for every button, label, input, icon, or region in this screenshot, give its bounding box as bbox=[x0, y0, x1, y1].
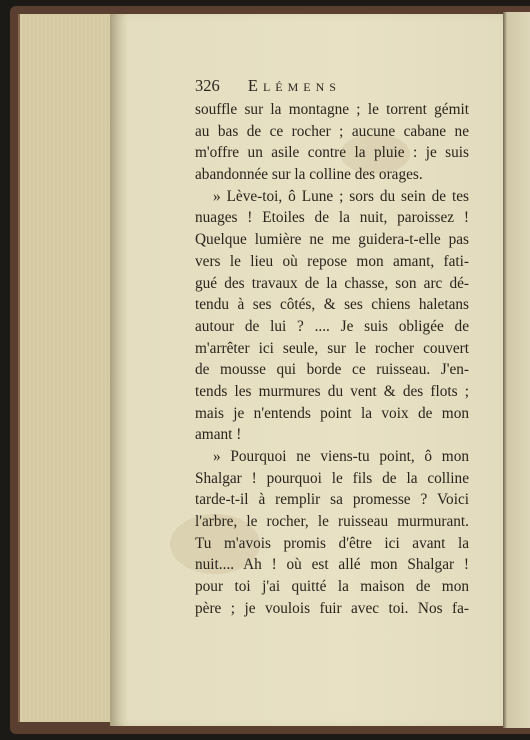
text-line: autour de lui ? .... Je suis obligée de bbox=[195, 317, 469, 335]
next-page-edge bbox=[503, 12, 530, 728]
text-line: gué des travaux de la chasse, son arc dé- bbox=[195, 274, 469, 292]
text-line: » Lève-toi, ô Lune ; sors du sein de tes bbox=[213, 187, 469, 205]
text-line: Shalgar ! pourquoi le fils de la colline bbox=[195, 469, 469, 487]
text-line: vers le lieu où repose mon amant, fati- bbox=[195, 252, 469, 270]
text-line: Tu m'avois promis d'être ici avant la bbox=[195, 534, 469, 552]
text-line: abandonnée sur la colline des orages. bbox=[195, 166, 423, 184]
text-line: amant ! bbox=[195, 426, 242, 444]
page-number: 326 bbox=[195, 76, 220, 95]
text-line: tarde-t-il à remplir sa promesse ? Voici bbox=[195, 491, 469, 509]
page-header bbox=[195, 76, 341, 96]
text-line: au bas de ce rocher ; aucune cabane ne bbox=[195, 122, 469, 140]
text-line: pour toi j'ai quitté la maison de mon bbox=[195, 578, 469, 596]
text-line: » Pourquoi ne viens-tu point, ô mon bbox=[213, 448, 469, 465]
text-line: souffle sur la montagne ; le torrent gémit bbox=[195, 101, 469, 118]
text-line: nuit.... Ah ! où est allé mon Shalgar ! bbox=[195, 556, 469, 574]
text-line: tends les murmures du vent & des flots ; bbox=[195, 382, 469, 400]
text-line: mais je n'entends point la voix de mon bbox=[195, 404, 469, 422]
text-line: nuages ! Etoiles de la nuit, paroissez ! bbox=[195, 209, 469, 227]
body-text bbox=[195, 99, 469, 620]
text-line: de mousse qui borde ce ruisseau. J'en- bbox=[195, 361, 469, 379]
text-line: m'arrêter ici seule, sur le rocher couvert bbox=[195, 339, 469, 357]
text-line: Quelque lumière ne me guidera-t-elle pas bbox=[195, 231, 469, 249]
running-title: Elémens bbox=[247, 76, 341, 95]
text-line: m'offre un asile contre la pluie : je suis bbox=[195, 144, 469, 162]
text-line: père ; je voulois fuir avec toi. Nos fa- bbox=[195, 599, 469, 617]
text-line: tendu à ses côtés, & ses chiens haletans bbox=[195, 296, 469, 314]
page-edges-left bbox=[18, 14, 114, 722]
text-line: l'arbre, le rocher, le ruisseau murmurant. bbox=[195, 513, 469, 531]
